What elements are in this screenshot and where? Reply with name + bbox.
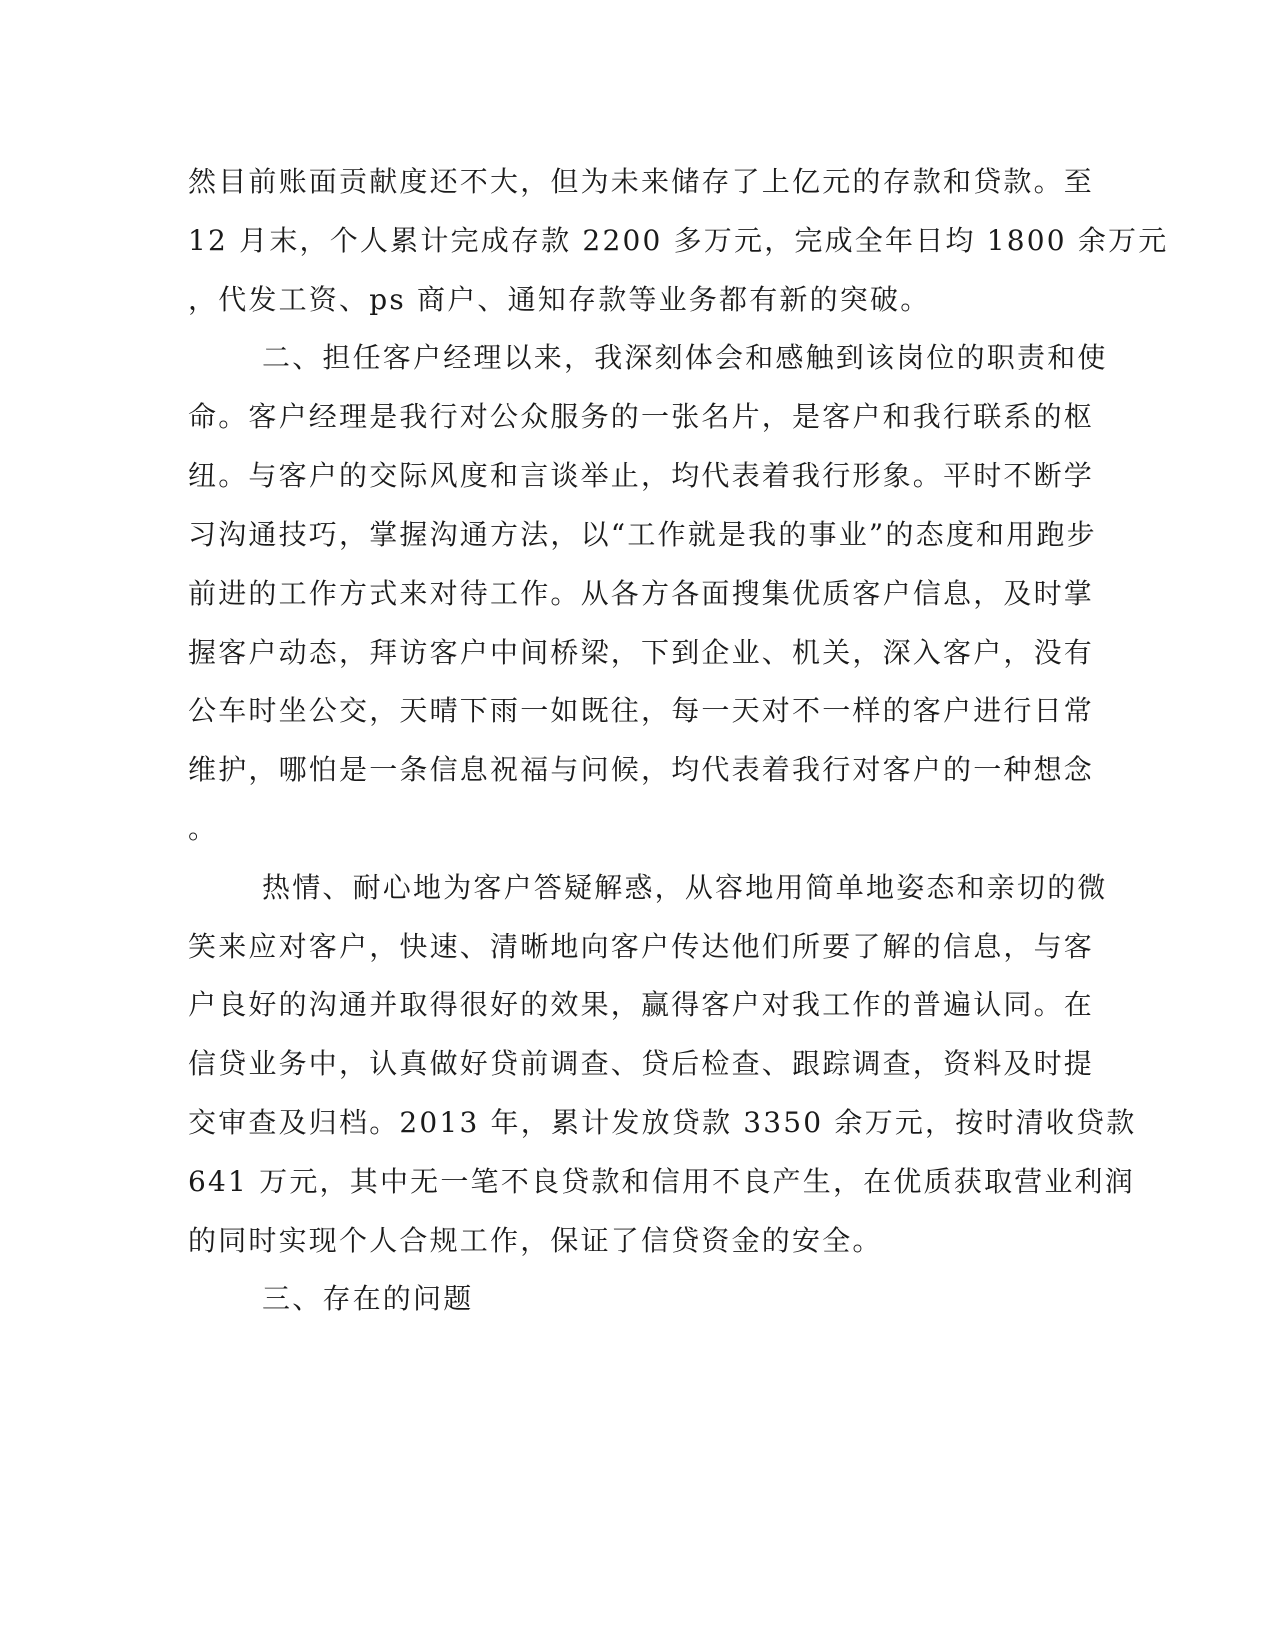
text-line: 维护，哪怕是一条信息祝福与问候，均代表着我行对客户的一种想念 [188,753,1095,786]
text-line: 笑来应对客户，快速、清晰地向客户传达他们所要了解的信息，与客 [188,930,1095,963]
text-line: 12 月末，个人累计完成存款 2200 多万元，完成全年日均 1800 余万元 [188,224,1169,257]
text-line: 641 万元，其中无一笔不良贷款和信用不良产生，在优质获取营业利润 [188,1165,1135,1198]
text-line: 握客户动态，拜访客户中间桥梁，下到企业、机关，深入客户，没有 [188,636,1095,669]
text-line: 命。客户经理是我行对公众服务的一张名片，是客户和我行联系的枢 [188,400,1095,433]
text-line: 公车时坐公交，天晴下雨一如既往，每一天对不一样的客户进行日常 [188,694,1095,727]
text-line: 热情、耐心地为客户答疑解惑，从容地用简单地姿态和亲切的微 [262,871,1108,904]
text-line: 习沟通技巧，掌握沟通方法，以“工作就是我的事业”的态度和用跑步 [188,518,1097,551]
text-line: 户良好的沟通并取得很好的效果，赢得客户对我工作的普遍认同。在 [188,988,1095,1021]
paragraph-heading: 二、担任客户经理以来，我深刻体会和感触到该岗位的职责和使 [262,341,1108,374]
text-line: 信贷业务中，认真做好贷前调查、贷后检查、跟踪调查，资料及时提 [188,1047,1095,1080]
text-line: ，代发工资、ps 商户、通知存款等业务都有新的突破。 [188,283,931,316]
text-line: 交审查及归档。2013 年，累计发放贷款 3350 余万元，按时清收贷款 [188,1106,1137,1139]
text-line: 然目前账面贡献度还不大，但为未来储存了上亿元的存款和贷款。至 [188,165,1095,198]
text-line: 纽。与客户的交际风度和言谈举止，均代表着我行形象。平时不断学 [188,459,1095,492]
section-heading: 三、存在的问题 [262,1282,474,1315]
text-line: 前进的工作方式来对待工作。从各方各面搜集优质客户信息，及时掌 [188,577,1095,610]
text-line: 。 [188,812,219,845]
text-line: 的同时实现个人合规工作，保证了信贷资金的安全。 [188,1224,883,1257]
